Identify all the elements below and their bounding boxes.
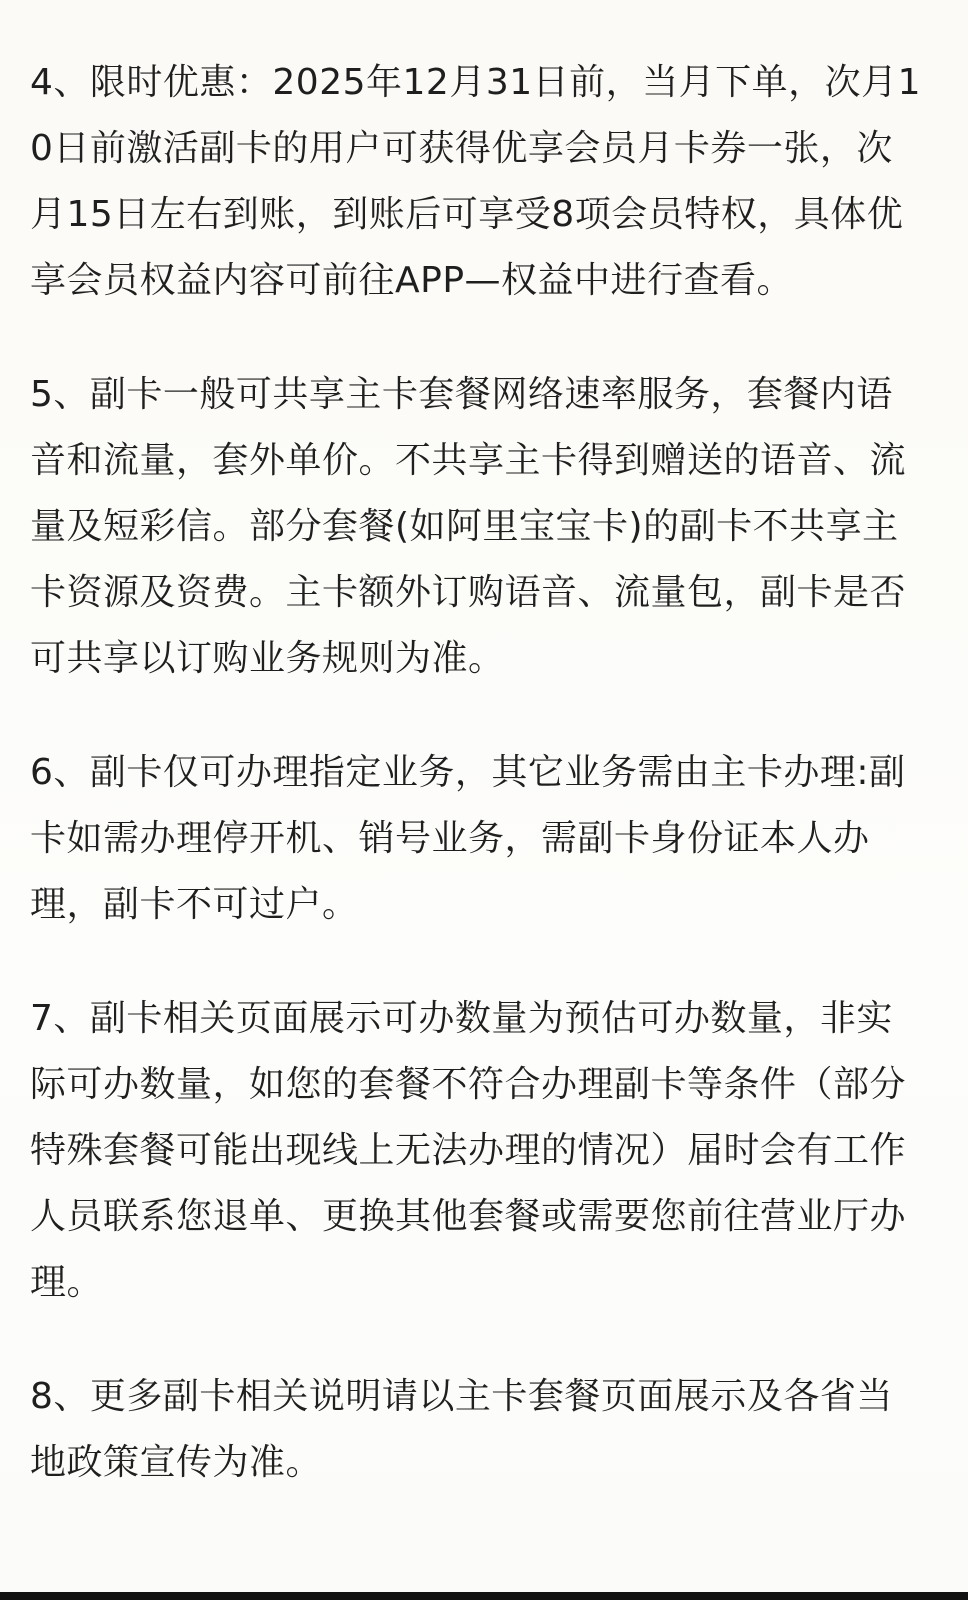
clause-5: [30, 362, 928, 692]
clause-4: [30, 50, 928, 314]
clause-text: 6、副卡仅可办理指定业务，其它业务需由主卡办理:副卡如需办理停开机、销号业务，需副卡身份证本人办理，副卡不可过户。: [30, 752, 906, 925]
clause-text: 8、更多副卡相关说明请以主卡套餐页面展示及各省当地政策宣传为准。: [30, 1376, 893, 1483]
clause-text: 5、副卡一般可共享主卡套餐网络速率服务，套餐内语音和流量，套外单价。不共享主卡得到赠送的语音、流量及短彩信。部分套餐(如阿里宝宝卡)的副卡不共享主卡资源及资费。主卡额外订购语音、流量包，副卡是否可共享以订购业务规则为准。: [30, 374, 907, 679]
bottom-divider: [0, 1592, 968, 1600]
clause-8: [30, 1364, 928, 1496]
clause-text: 7、副卡相关页面展示可办数量为预估可办数量，非实际可办数量，如您的套餐不符合办理副卡等条件（部分特殊套餐可能出现线上无法办理的情况）届时会有工作人员联系您退单、更换其他套餐或需要您前往营业厅办理。: [30, 998, 907, 1303]
clause-text: 4、限时优惠：2025年12月31日前，当月下单，次月10日前激活副卡的用户可获得优享会员月卡券一张，次月15日左右到账，到账后可享受8项会员特权，具体优享会员权益内容可前往APP—权益中进行查看。: [30, 62, 922, 301]
clause-6: [30, 740, 928, 938]
clause-7: [30, 986, 928, 1316]
